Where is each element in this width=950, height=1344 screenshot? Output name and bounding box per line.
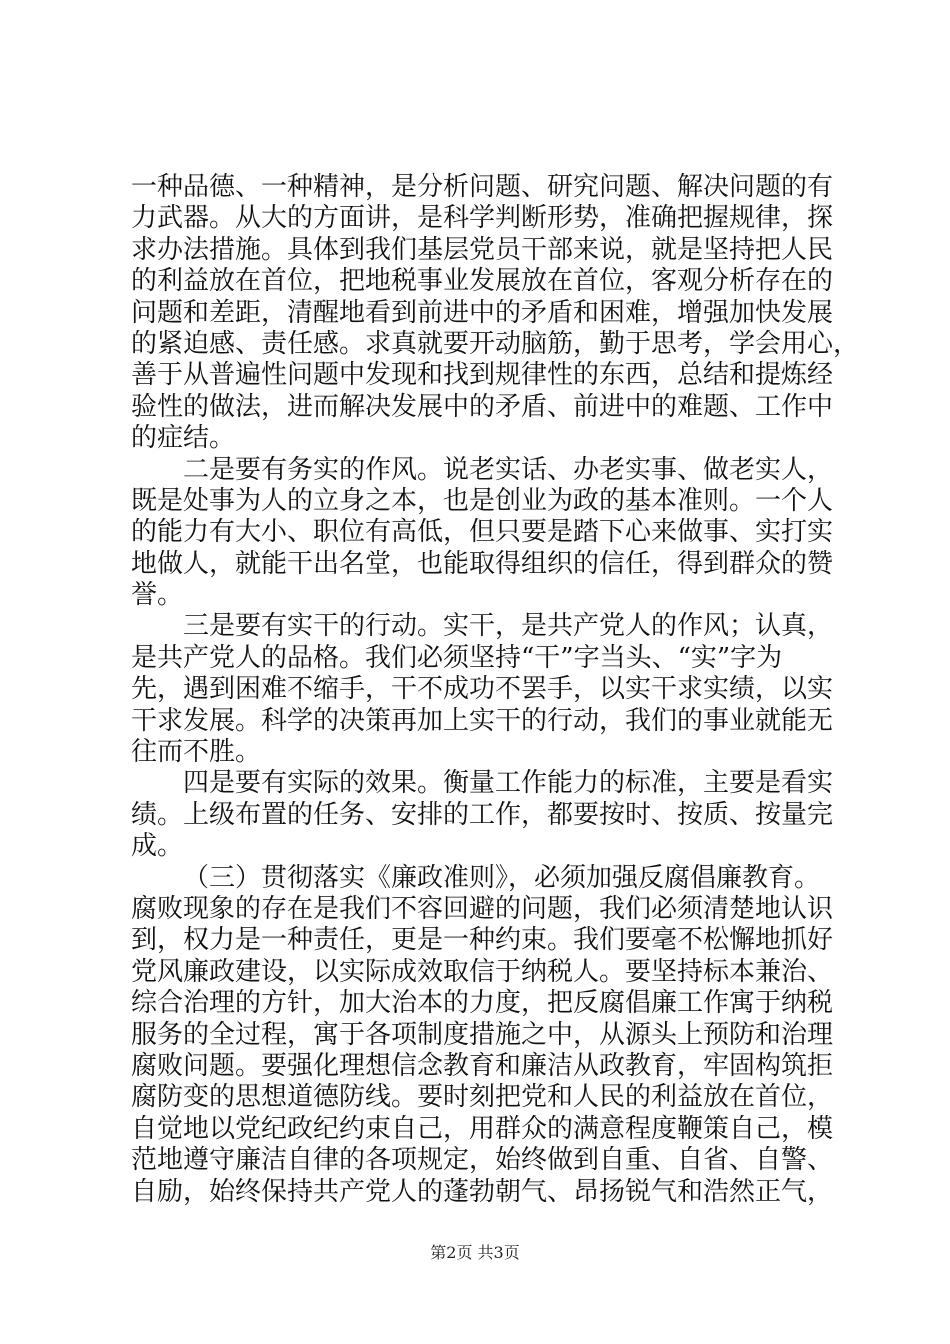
text-line: 问题和差距，清醒地看到前进中的矛盾和困难，增强加快发展: [131, 297, 834, 328]
page-number-footer: 第2页 共3页: [430, 1243, 520, 1262]
text-line: 善于从普遍性问题中发现和找到规律性的东西，总结和提炼经: [131, 360, 834, 391]
text-line: 力武器。从大的方面讲，是科学判断形势，准确把握规律，探: [131, 203, 834, 234]
text-line: 求办法措施。具体到我们基层党员干部来说，就是坚持把人民: [131, 234, 834, 265]
text-line: 一种品德、一种精神，是分析问题、研究问题、解决问题的有: [131, 172, 834, 202]
text-line: 自觉地以党纪政纪约束自己，用群众的满意程度鞭策自己，模: [131, 1113, 834, 1144]
text-line: 干求发展。科学的决策再加上实干的行动，我们的事业就能无: [131, 705, 834, 736]
text-line: 腐败问题。要强化理想信念教育和廉洁从政教育，牢固构筑拒: [131, 1050, 834, 1081]
text-line: 到，权力是一种责任，更是一种约束。我们要毫不松懈地抓好: [131, 925, 834, 956]
text-line: 绩。上级布置的任务、安排的工作，都要按时、按质、按量完: [131, 799, 834, 830]
text-line: 先，遇到困难不缩手，干不成功不罢手，以实干求实绩，以实: [131, 674, 834, 705]
text-line: 综合治理的方针，加大治本的力度，把反腐倡廉工作寓于纳税: [131, 988, 834, 1019]
text-line: 腐败现象的存在是我们不容回避的问题，我们必须清楚地认识: [131, 893, 834, 924]
text-line: 范地遵守廉洁自律的各项规定，始终做到自重、自省、自警、: [131, 1145, 834, 1176]
text-line: 服务的全过程，寓于各项制度措施之中，从源头上预防和治理: [131, 1019, 834, 1050]
text-line: 地做人，就能干出名堂，也能取得组织的信任，得到群众的赞: [131, 548, 834, 579]
text-line: 成。: [131, 831, 184, 862]
text-line: 的症结。: [131, 423, 236, 454]
text-line: 自励，始终保持共产党人的蓬勃朝气、昂扬锐气和浩然正气，: [131, 1176, 834, 1207]
text-line: 的利益放在首位，把地税事业发展放在首位，客观分析存在的: [131, 266, 834, 297]
text-line: 誉。: [131, 580, 184, 611]
document-body: [131, 172, 860, 1208]
paragraph-start-line: 四是要有实际的效果。衡量工作能力的标准，主要是看实: [183, 768, 834, 799]
text-line: 是共产党人的品格。我们必须坚持“干”字当头、“实”字为: [131, 642, 783, 673]
text-line: 既是处事为人的立身之本，也是创业为政的基本准则。一个人: [131, 485, 834, 516]
text-line: 的紧迫感、责任感。求真就要开动脑筋，勤于思考，学会用心，: [131, 328, 860, 359]
text-line: 党风廉政建设，以实际成效取信于纳税人。要坚持标本兼治、: [131, 956, 834, 987]
paragraph-start-line: 三是要有实干的行动。实干，是共产党人的作风；认真，: [183, 611, 834, 642]
text-line: 验性的做法，进而解决发展中的矛盾、前进中的难题、工作中: [131, 391, 834, 422]
text-line: 往而不胜。: [131, 737, 262, 768]
paragraph-start-line: 二是要有务实的作风。说老实话、办老实事、做老实人，: [183, 454, 834, 485]
text-line: 的能力有大小、职位有高低，但只要是踏下心来做事、实打实: [131, 517, 834, 548]
paragraph-start-line: （三）贯彻落实《廉政准则》，必须加强反腐倡廉教育。: [183, 862, 821, 893]
text-line: 腐防变的思想道德防线。要时刻把党和人民的利益放在首位，: [131, 1082, 834, 1113]
